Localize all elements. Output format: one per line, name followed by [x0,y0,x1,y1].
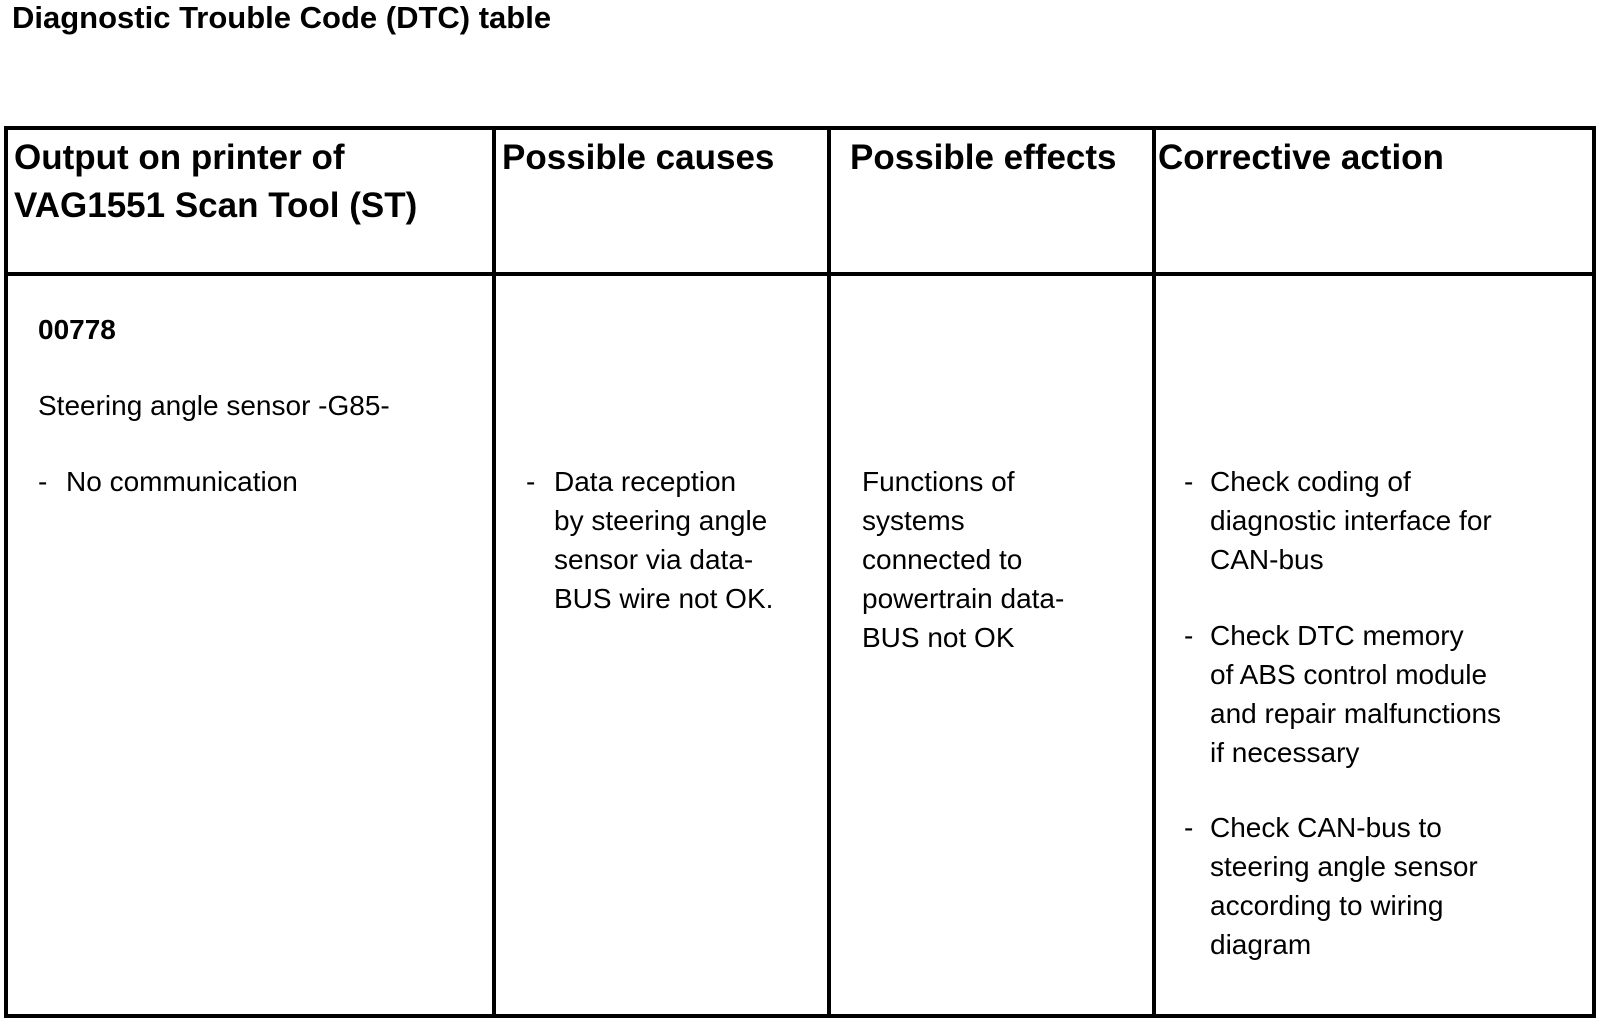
effect-line: Functions of [862,466,1015,497]
action-line: if necessary [1210,737,1360,768]
action-line: Check coding of [1210,466,1411,497]
dtc-table [4,126,1596,1018]
action-text [1210,462,1492,579]
header-output [14,134,417,230]
effect-line: systems [862,505,965,536]
action-line: diagram [1210,929,1312,960]
action-line: according to wiring [1210,890,1444,921]
action-dash: - [1184,620,1194,651]
cause-line: Data reception [554,466,737,497]
action-line: diagnostic interface for [1210,505,1492,536]
fault-text: No communication [66,466,298,497]
column-divider [827,130,831,1014]
effect-text [862,462,1064,657]
cause-line: BUS wire not OK. [554,583,774,614]
cause-dash: - [526,466,536,497]
effect-line: powertrain data- [862,583,1065,614]
header-output-line-2: VAG1551 Scan Tool (ST) [14,186,418,225]
action-text [1210,616,1501,772]
dtc-code: 00778 [38,314,116,345]
header-causes: Possible causes [502,138,775,177]
action-line: Check DTC memory [1210,620,1464,651]
header-effects: Possible effects [850,138,1117,177]
header-divider [8,272,1592,276]
cause-line: by steering angle [554,505,768,536]
action-line: Check CAN-bus to [1210,812,1442,843]
column-divider [1152,130,1156,1014]
action-line: of ABS control module [1210,659,1488,690]
action-dash: - [1184,466,1194,497]
fault-dash: - [38,466,48,497]
action-line: and repair malfunctions [1210,698,1502,729]
header-output-line-1: Output on printer of [14,138,345,177]
cause-line: sensor via data- [554,544,754,575]
effect-line: connected to [862,544,1023,575]
effect-line: BUS not OK [862,622,1015,653]
action-line: CAN-bus [1210,544,1324,575]
action-text [1210,808,1478,964]
component-name: Steering angle sensor -G85- [38,390,390,421]
column-divider [492,130,496,1014]
header-action: Corrective action [1158,138,1444,177]
page-title: Diagnostic Trouble Code (DTC) table [12,0,552,35]
cause-text [554,462,773,618]
action-line: steering angle sensor [1210,851,1478,882]
action-dash: - [1184,812,1194,843]
